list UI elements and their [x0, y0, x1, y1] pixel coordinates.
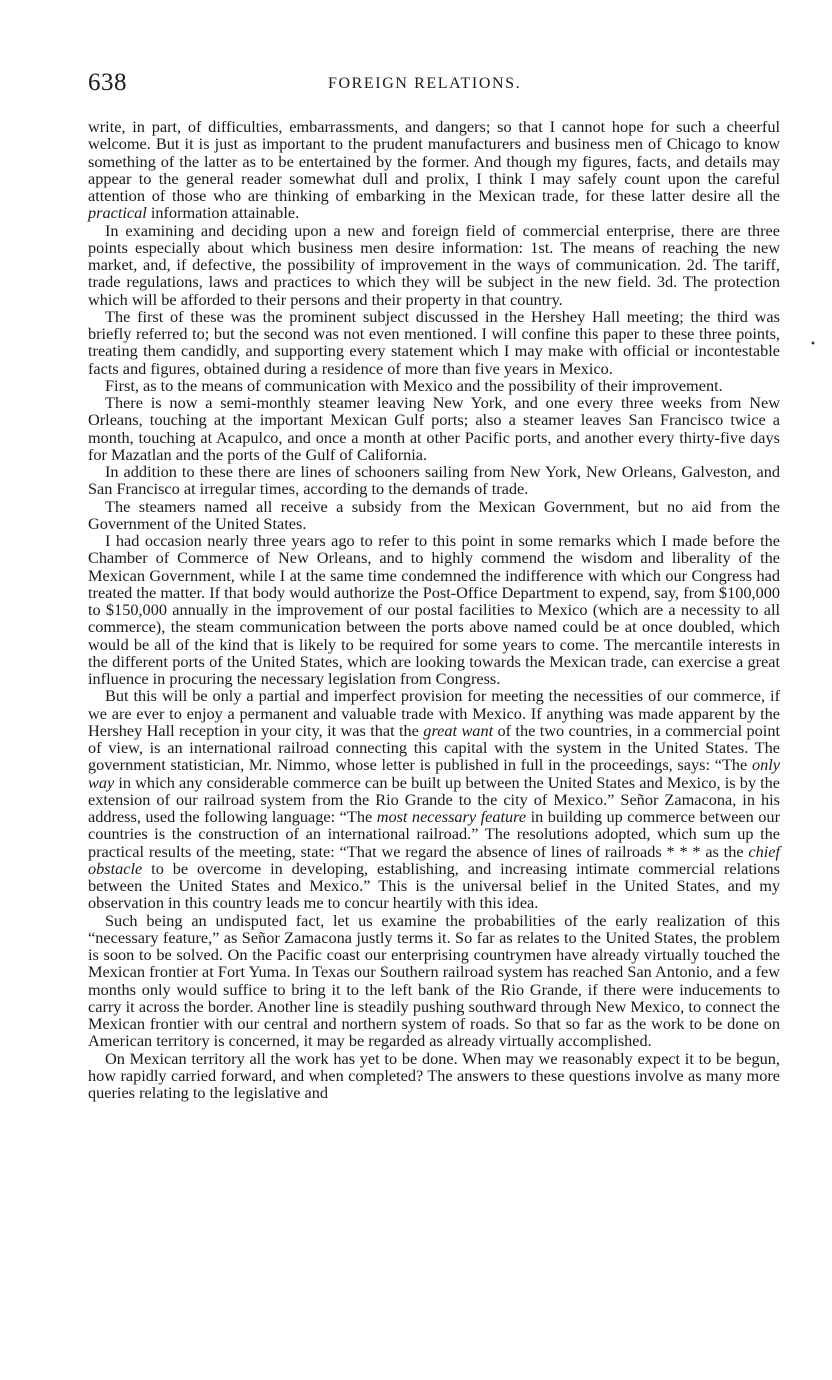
- paragraph: [88, 1050, 780, 1102]
- text-run: Such being an undisputed fact, let us examine the probabilities of the early realization of this “necessary feature,” as Señor Zamacona justly terms it. So far as relates to the United States, the problem is soon to be solved. On the Pacific coast our enterprising countrymen have already virtually touched the Mexican frontier at Fort Yuma. In Texas our Southern railroad system has reached San Antonio, and a few months only would suffice to bring it to the left bank of the Rio Grande, if there were inducements to carry it across the border. Another line is steadily pushing southward through New Mexico, to connect the Mexican frontier with our central and northern system of roads. So that so far as the work to be done on American territory is concerned, it may be regarded as already virtually accomplished.: [88, 910, 780, 1051]
- paragraph: [88, 532, 780, 687]
- text-run: I had occasion nearly three years ago to refer to this point in some remarks which I made before the Chamber of Commerce of New Orleans, and to highly commend the wisdom and liberality of the Mexican Government, while I at the same time condemned the indifference with which our Congress had treated the matter. If that body would authorize the Post-Office Department to expend, say, from $100,000 to $150,000 annually in the improvement of our postal facilities to Mexico (which are a necessity to all commerce), the steam communication between the ports above named could be at once doubled, which would be all of the kind that is likely to be required for some years to come. The mercantile interests in the different ports of the United States, which are looking towards the Mexican trade, can exercise a great influence in procuring the necessary legislation from Congress.: [88, 531, 780, 688]
- margin-mark: •: [810, 339, 816, 350]
- paragraph: [88, 118, 780, 222]
- paragraph: [88, 394, 780, 463]
- text-run: The first of these was the prominent subject discussed in the Hershey Hall meeting; the third was briefly referred to; but the second was not even mentioned. I will confine this paper to these three points, treating them candidly, and supporting every statement which I may make with official or incontestable facts and figures, obtained during a residence of more than five years in Mexico.: [88, 306, 780, 378]
- text-run: But this will be only a partial and imperfect provision for meeting the necessities of our commerce, if we are ever to enjoy a permanent and valuable trade with Mexico. If anything was made apparent by the Hershey Hall reception in your city, it was that the: [88, 686, 780, 740]
- italic-phrase: great want: [423, 720, 494, 740]
- paragraph: [88, 308, 780, 377]
- page-header: [88, 68, 780, 98]
- italic-phrase: practical: [88, 203, 147, 223]
- text-run: to be overcome in developing, establishing, and increasing intimate commercial relations between the United States and Mexico.” This is the universal belief in the United States, and my observation in this country leads me to concur heartily with this idea.: [88, 858, 780, 913]
- italic-phrase: chief obstacle: [88, 841, 780, 878]
- body-text: [88, 118, 780, 1101]
- text-run: in which any considerable commerce can be built up between the United States and Mexico, is by the extension of our railroad system from the Rio Grande to the city of Mexico.” Señor Zamacona, in his address, used the following language: “The: [88, 772, 780, 826]
- paragraph: [88, 912, 780, 1050]
- text-run: In addition to these there are lines of schooners sailing from New York, New Orleans, Galveston, and San Francisco at irregular times, according to the demands of trade.: [88, 462, 780, 499]
- text-run: First, as to the means of communication with Mexico and the possibility of their improvement.: [105, 375, 723, 395]
- page-number: 638: [88, 69, 127, 96]
- paragraph: [88, 498, 780, 533]
- text-run: information attainable.: [146, 203, 300, 223]
- text-run: write, in part, of difficulties, embarrassments, and dangers; so that I cannot hope for such a cheerful welcome. But it is just as important to the prudent manufacturers and business men of Chicago to know something of the latter as to be entertained by the former. And though my figures, facts, and details may appear to the general reader somewhat dull and prolix, I think I may safely count upon the careful attention of those who are thinking of embarking in the Mexican trade, for these latter desire all the: [88, 117, 780, 205]
- italic-phrase: only way: [88, 755, 780, 792]
- text-run: of the two countries, in a commercial point of view, is an international railroad connecting this capital with the system in the United States. The government statistician, Mr. Nimmo, whose letter is published in full in the proceedings, says: “The: [88, 720, 780, 775]
- paragraph: [88, 463, 780, 498]
- text-run: The steamers named all receive a subsidy from the Mexican Government, but no aid from the Government of the United States.: [88, 496, 780, 533]
- paragraph: [88, 687, 780, 911]
- text-run: There is now a semi-monthly steamer leaving New York, and one every three weeks from New Orleans, touching at the important Mexican Gulf ports; also a steamer leaves San Francisco twice a month, touching at Acapulco, and once a month at other Pacific ports, and another every thirty-five days for Mazatlan and the ports of the Gulf of California.: [88, 393, 780, 464]
- text-run: In examining and deciding upon a new and foreign field of commercial enterprise, there are three points especially about which business men desire information: 1st. The means of reaching the new market, and, if defective, the possibility of improvement in the ways of communication. 2d. The tariff, trade regulations, laws and practices to which they will be subject in the new field. 3d. The protection which will be afforded to their persons and their property in that country.: [88, 220, 780, 309]
- text-run: in building up commerce between our countries is the construction of an international railroad.” The resolutions adopted, which sum up the practical results of the meeting, state: “That we regard the absence of lines of railroads * * * as the: [88, 807, 780, 861]
- text-run: On Mexican territory all the work has yet to be done. When may we reasonably expect it to be begun, how rapidly carried forward, and when completed? The answers to these questions involve as many more queries relating to the legislative and: [88, 1048, 780, 1102]
- paragraph: [88, 222, 780, 308]
- italic-phrase: most necessary feature: [376, 807, 527, 826]
- running-head: FOREIGN RELATIONS.: [328, 75, 522, 92]
- paragraph: [88, 377, 780, 394]
